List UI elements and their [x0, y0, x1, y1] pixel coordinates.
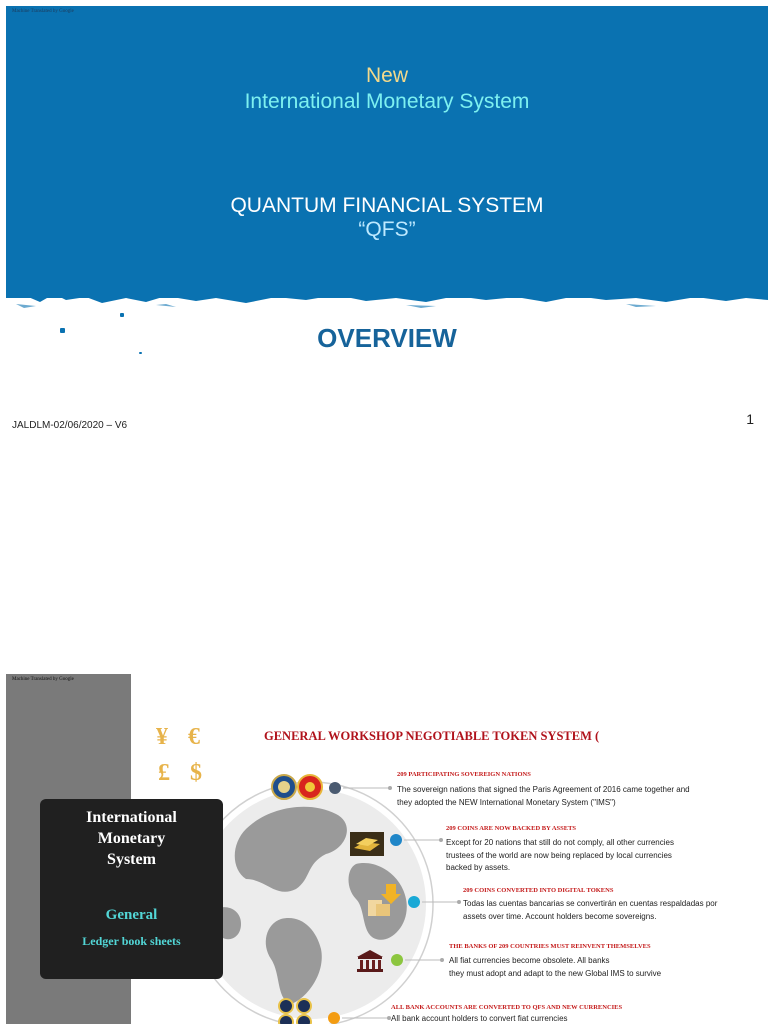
connector-line [342, 1016, 392, 1020]
panel-ledger: Ledger book sheets [82, 934, 181, 948]
section-heading: ALL BANK ACCOUNTS ARE CONVERTED TO QFS AND NEW CURRENCIES [391, 1004, 623, 1011]
timeline-dot [390, 834, 402, 846]
timeline-dot [329, 782, 341, 794]
connector-line [404, 838, 444, 842]
section-line: backed by assets. [446, 863, 511, 872]
section-heading: 209 COINS CONVERTED INTO DIGITAL TOKENS [463, 887, 614, 894]
section-line: All bank account holders to convert fiat currencies [391, 1014, 568, 1023]
subtitle-new: New [365, 64, 408, 87]
coins-arrow-icon [366, 882, 402, 918]
pound-symbol: £ [158, 760, 170, 786]
connector-line [422, 900, 462, 904]
timeline-dot [328, 1012, 340, 1024]
connector-line [405, 958, 445, 962]
yen-symbol: ¥ [156, 724, 168, 750]
timeline-dot [391, 954, 403, 966]
page-number: 1 [746, 411, 754, 427]
dollar-symbol: $ [190, 760, 202, 786]
section-body [446, 837, 674, 875]
panel-title-line2: Monetary [97, 830, 166, 847]
section-line: they must adopt and adapt to the new Global IMS to survive [449, 968, 662, 978]
machine-translated-label: Machine Translated by Google [12, 9, 74, 14]
section-body [463, 898, 717, 923]
panel-title-line3: System [107, 851, 156, 868]
section-line: Todas las cuentas bancarias se convertirán en cuentas respaldadas por [463, 899, 718, 908]
timeline-dot [408, 896, 420, 908]
qfs-abbreviation: “QFS” [358, 218, 416, 241]
section-heading: 209 COINS ARE NOW BACKED BY ASSETS [446, 825, 577, 832]
machine-translated-label: Machine Translated by Google [12, 677, 74, 682]
section-body [449, 955, 661, 980]
section-line: The sovereign nations that signed the Paris Agreement of 2016 came together and [397, 785, 690, 794]
section-line: they adopted the NEW International Monetary System ("IMS") [397, 797, 616, 807]
paint-speck [120, 313, 124, 317]
section-body [391, 1013, 568, 1024]
crypto-coins-icon [278, 998, 316, 1024]
overview-heading: OVERVIEW [317, 323, 457, 353]
panel-title-line1: International [86, 809, 177, 826]
connector-line [343, 786, 393, 790]
subtitle-ims: International Monetary System [244, 90, 530, 113]
brush-edge [6, 286, 768, 326]
panel-title [40, 807, 223, 870]
title-slide [6, 6, 768, 436]
section-line: Except for 20 nations that still do not comply, all other currencies [446, 838, 674, 847]
panel-general: General [105, 907, 158, 923]
section-body [397, 784, 690, 809]
section-line: assets over time. Account holders become sovereigns. [463, 911, 657, 921]
section-line: All fiat currencies become obsolete. All banks [449, 956, 610, 965]
section-heading: THE BANKS OF 209 COUNTRIES MUST REINVENT THEMSELVES [449, 943, 651, 950]
slide-footer: JALDLM-02/06/2020 – V6 [12, 420, 128, 431]
bank-building-icon [356, 949, 384, 973]
section-line: trustees of the world are now being replaced by local currencies [446, 850, 672, 860]
euro-symbol: € [188, 724, 200, 750]
title-banner [6, 6, 768, 298]
section-heading: 209 PARTICIPATING SOVEREIGN NATIONS [397, 771, 531, 778]
ims-panel [40, 799, 223, 979]
qfs-title: QUANTUM FINANCIAL SYSTEM [230, 194, 544, 217]
overview-slide [6, 674, 768, 1024]
workshop-title: GENERAL WORKSHOP NEGOTIABLE TOKEN SYSTEM ( [264, 729, 600, 743]
gold-bars-icon [350, 832, 384, 856]
national-seals-icon [271, 774, 323, 800]
